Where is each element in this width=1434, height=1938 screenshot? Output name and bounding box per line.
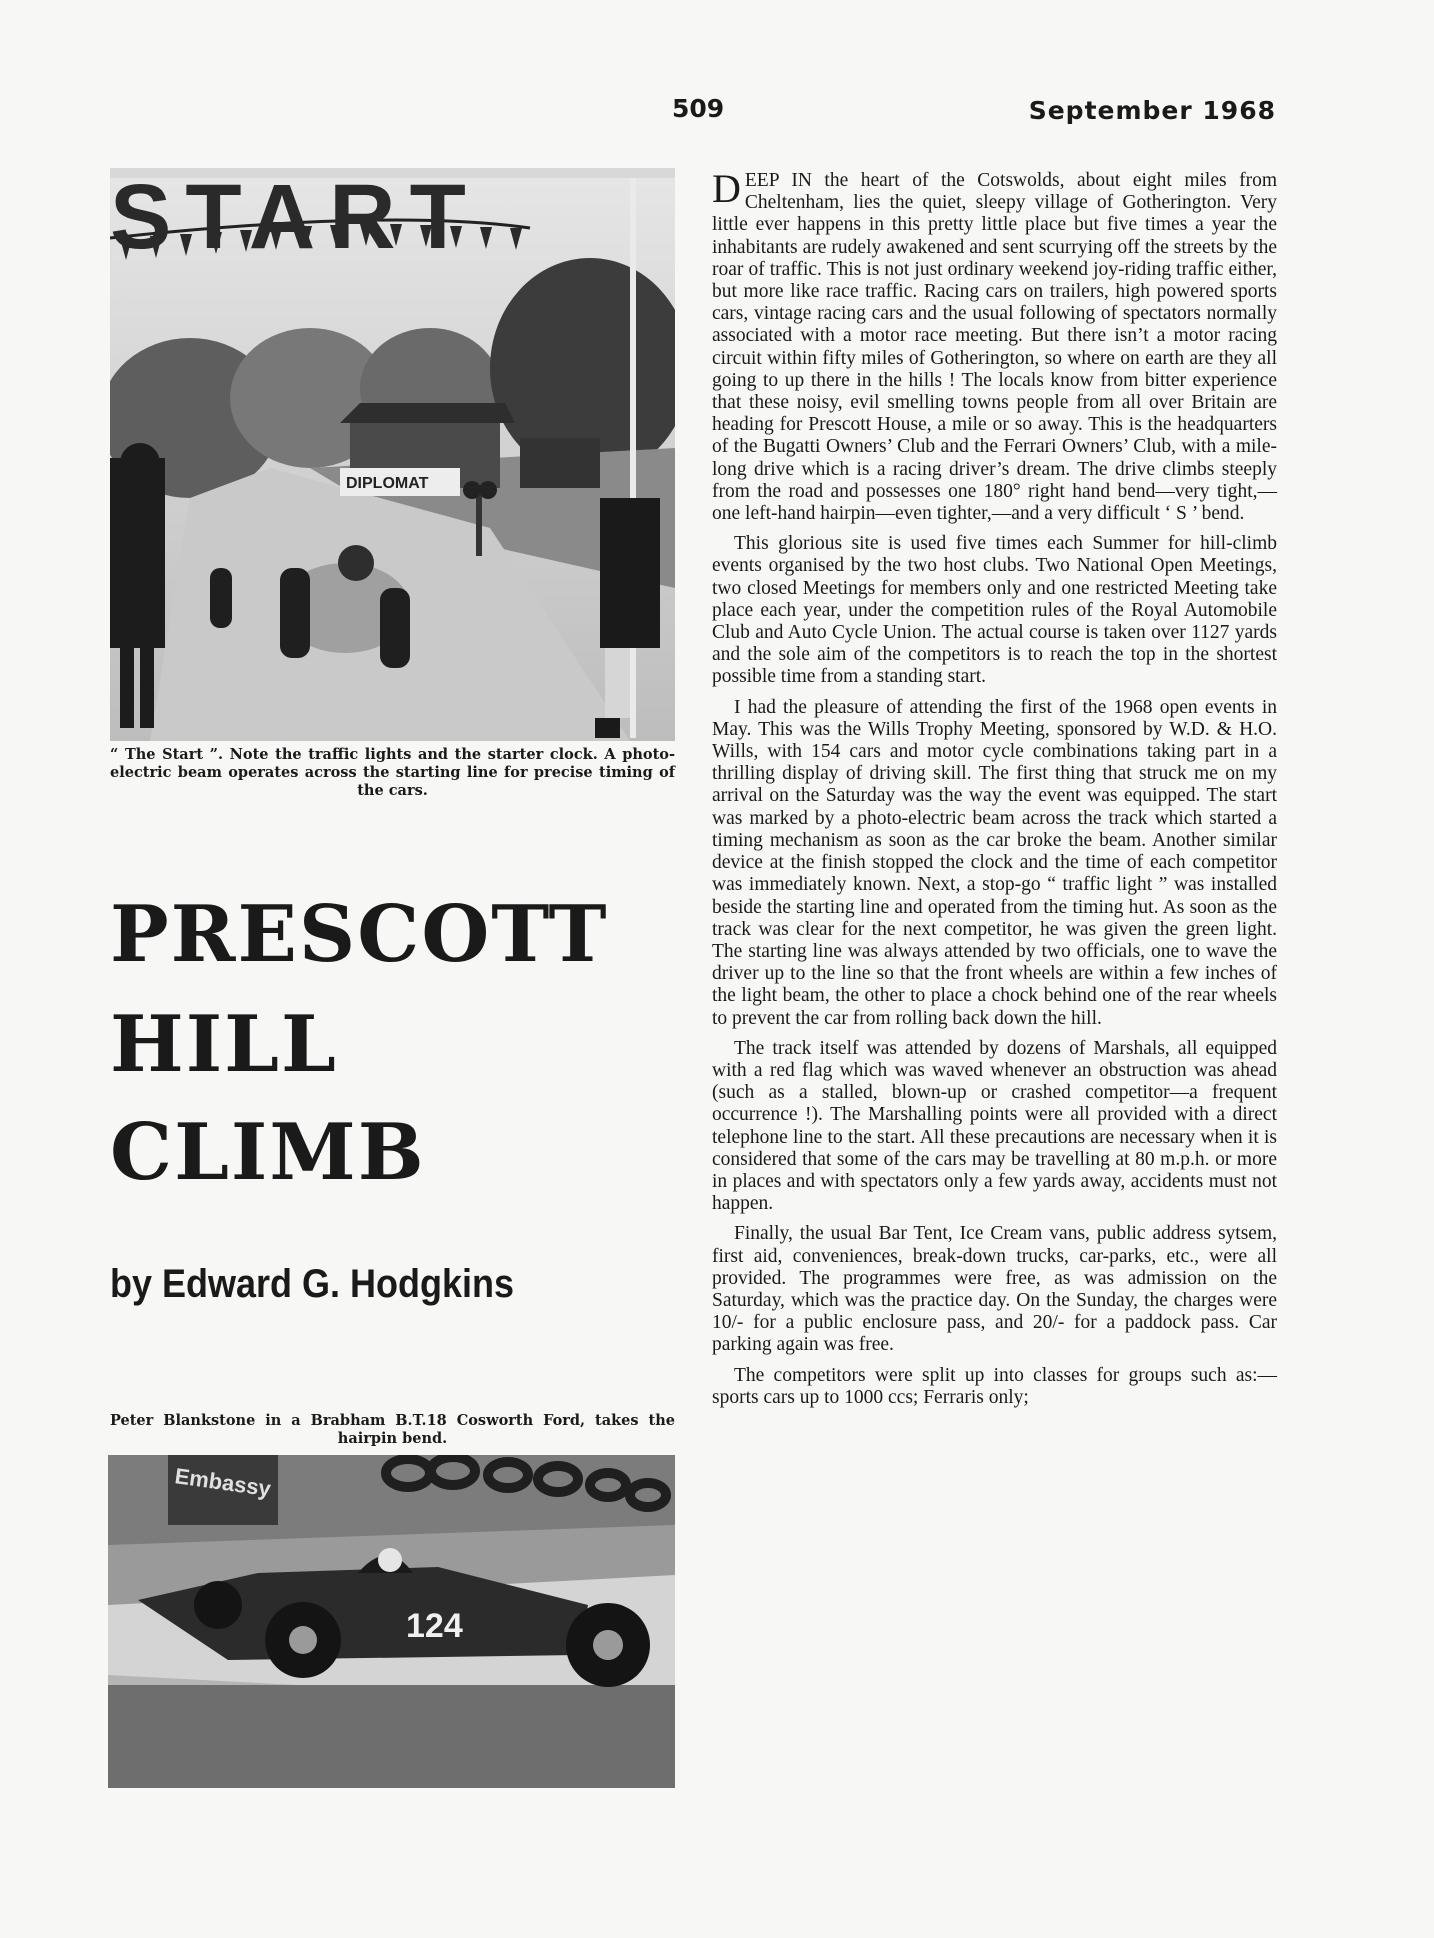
hairpin-photo	[108, 1455, 675, 1788]
article-paragraph-6: The competitors were split up into classes for groups such as:—sports cars up to 1000 ccs; Ferraris only;	[712, 1364, 1277, 1408]
page-number: 509	[672, 94, 725, 123]
start-line-photo	[110, 168, 675, 741]
article-paragraph-1-text: EEP IN the heart of the Cotswolds, about eight miles from Cheltenham, lies the quiet, sleepy village of Gotherington. Very little ever happens in this pretty little place but five times a year the inhabitants are rudely awakened and sent scurrying off the streets by the roar of traffic. This is not just ordinary weekend joy-riding traffic either, but more like race traffic. Racing cars on trailers, high powered sports cars, vintage racing cars and the usual following of spectators normally associated with a motor race meeting. But there isn’t a motor racing circuit within fifty miles of Gotherington, so where on earth are they all going to up there in the hills ! The locals know from bitter experience that these noisy, evil smelling towns people from all over Britain are heading for Prescott House, a mile or so away. This is the headquarters of the Bugatti Owners’ Club and the Ferrari Owners’ Club, with a mile-long drive which is a racing driver’s dream. The drive climbs steeply from the road and possesses one 180° right hand bend—very tight,—one left-hand hairpin—even tighter,—and a very difficult ‘ S ’ bend.	[712, 170, 1277, 525]
article-paragraph-3: I had the pleasure of attending the first of the 1968 open events in May. This was the Wills Trophy Meeting, sponsored by W.D. & H.O. Wills, with 154 cars and motor cycle combinations taking part in a thrilling display of driving skill. The first thing that struck me on my arrival on the Saturday was the way the event was equipped. The start was marked by a photo-electric beam across the track which started a timing mechanism as soon as the car broke the beam. Another similar device at the finish stopped the clock and the time of each competitor was immediately known. Next, a stop-go “ traffic light ” was installed beside the starting line and operated from the timing hut. As soon as the track was clear for the next competitor, he was given the green light. The starting line was always attended by two officials, one to wave the driver up to the line so that the front wheels are within a few inches of the light beam, the other to place a chock behind one of the rear wheels to prevent the car from rolling back down the hill.	[712, 696, 1277, 1029]
article-paragraph-4: The track itself was attended by dozens of Marshals, all equipped with a red flag which was waved whenever an obstruction was ahead (such as a stalled, blown-up or crashed competitor—a frequent occurrence !). The Marshalling points were all provided with a direct telephone line to the start. All these precautions are necessary when it is considered that some of the cars may be travelling at 80 m.p.h. or more in places and with spectators only a few yards away, accidents must not happen.	[712, 1037, 1277, 1215]
article-paragraph-1	[712, 166, 1277, 525]
title-line-1: PRESCOTT	[110, 889, 609, 980]
byline: by Edward G. Hodgkins	[110, 1262, 515, 1306]
title-line-2: HILL	[110, 999, 338, 1090]
title-line-3: CLIMB	[110, 1107, 426, 1198]
issue-date: September 1968	[1028, 96, 1276, 125]
article-body	[712, 166, 1277, 1417]
article-paragraph-2: This glorious site is used five times each Summer for hill-climb events organised by the two host clubs. Two National Open Meetings, two closed Meetings for members only and one restricted Meeting take place each year, under the competition rules of the Royal Automobile Club and Auto Cycle Union. The actual course is taken over 1127 yards and the sole aim of the competitors is to reach the top in the shortest possible time from a standing start.	[712, 533, 1277, 688]
diplomat-banner-text: DIPLOMAT	[346, 475, 429, 492]
start-photo-caption: “ The Start ”. Note the traffic lights and the starter clock. A photo-electric beam operates across the starting line for precise timing of the cars.	[110, 746, 675, 799]
drop-cap: D	[712, 166, 741, 211]
embassy-banner-text: Embassy	[173, 1463, 273, 1502]
article-paragraph-5: Finally, the usual Bar Tent, Ice Cream vans, public address sytsem, first aid, conveniences, break-down trucks, car-parks, etc., were all provided. The programmes were free, as was admission on the Saturday, which was the practice day. On the Sunday, the charges were 10/- for a public enclosure pass, and 20/- for a paddock pass. Car parking again was free.	[712, 1223, 1277, 1356]
hairpin-photo-caption: Peter Blankstone in a Brabham B.T.18 Cosworth Ford, takes the hairpin bend.	[110, 1412, 675, 1447]
car-number-text: 124	[406, 1607, 463, 1645]
start-sign-text: START	[110, 168, 480, 268]
